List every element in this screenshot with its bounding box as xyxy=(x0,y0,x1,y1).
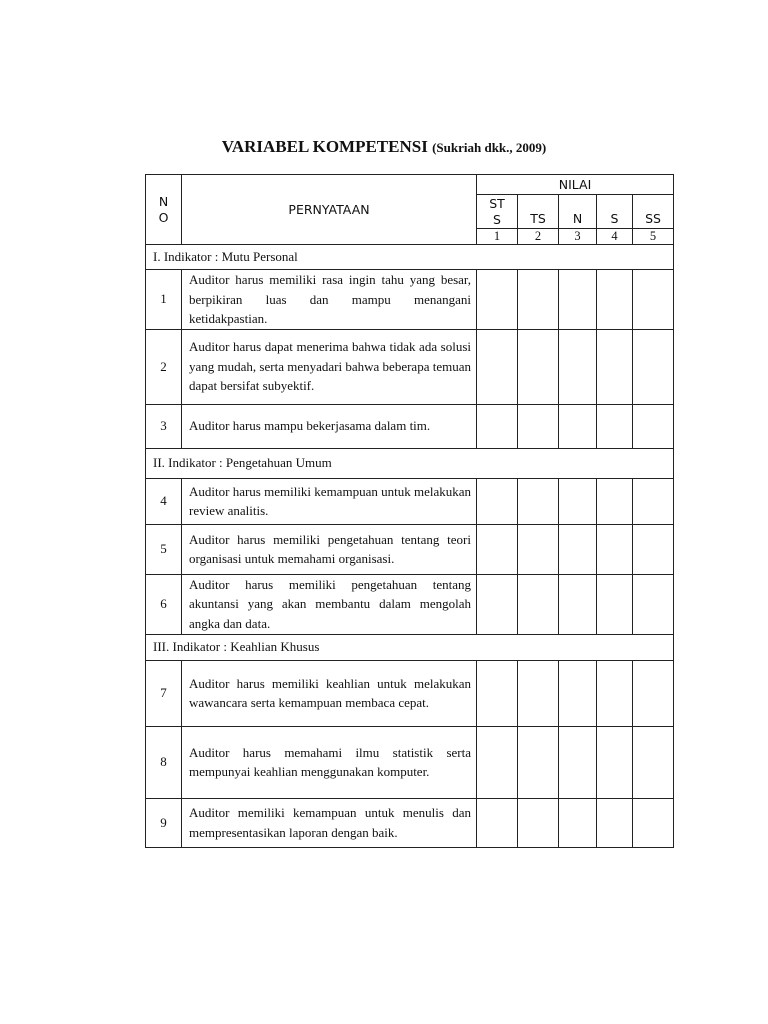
score-cell-4[interactable] xyxy=(597,478,633,524)
row-number: 2 xyxy=(146,329,182,404)
score-cell-5[interactable] xyxy=(633,329,674,404)
row-number: 1 xyxy=(146,270,182,330)
section-heading: I. Indikator : Mutu Personal xyxy=(146,245,674,270)
row-number: 4 xyxy=(146,478,182,524)
score-cell-4[interactable] xyxy=(597,726,633,798)
score-cell-3[interactable] xyxy=(559,798,597,847)
score-cell-1[interactable] xyxy=(477,574,518,634)
score-cell-3[interactable] xyxy=(559,270,597,330)
table-row xyxy=(146,726,674,798)
score-cell-2[interactable] xyxy=(518,270,559,330)
table-row xyxy=(146,574,674,634)
header-no-line1: N xyxy=(158,193,169,209)
header-scale-ts: TS xyxy=(518,195,559,229)
score-cell-3[interactable] xyxy=(559,660,597,726)
row-statement: Auditor harus dapat menerima bahwa tidak ada solusi yang mudah, serta menyadari bahwa beberapa temuan dapat bersifat subyektif. xyxy=(182,329,477,404)
table-row xyxy=(146,270,674,330)
score-cell-4[interactable] xyxy=(597,329,633,404)
row-statement: Auditor harus memiliki keahlian untuk melakukan wawancara serta kemampuan membaca cepat. xyxy=(182,660,477,726)
score-cell-5[interactable] xyxy=(633,404,674,448)
row-statement: Auditor memiliki kemampuan untuk menulis dan mempresentasikan laporan dengan baik. xyxy=(182,798,477,847)
row-statement: Auditor harus memiliki kemampuan untuk melakukan review analitis. xyxy=(182,478,477,524)
title-main: VARIABEL KOMPETENSI xyxy=(221,137,428,156)
section-row xyxy=(146,634,674,660)
score-cell-1[interactable] xyxy=(477,726,518,798)
score-cell-2[interactable] xyxy=(518,660,559,726)
score-cell-2[interactable] xyxy=(518,798,559,847)
row-statement: Auditor harus memiliki pengetahuan tentang akuntansi yang akan membantu dalam mengolah angka dan data. xyxy=(182,574,477,634)
section-row xyxy=(146,448,674,478)
score-cell-3[interactable] xyxy=(559,329,597,404)
row-number: 7 xyxy=(146,660,182,726)
score-cell-5[interactable] xyxy=(633,524,674,574)
score-cell-5[interactable] xyxy=(633,798,674,847)
header-value-2: 2 xyxy=(518,229,559,245)
score-cell-3[interactable] xyxy=(559,574,597,634)
header-value-3: 3 xyxy=(559,229,597,245)
score-cell-3[interactable] xyxy=(559,478,597,524)
row-number: 5 xyxy=(146,524,182,574)
score-cell-5[interactable] xyxy=(633,270,674,330)
score-cell-1[interactable] xyxy=(477,404,518,448)
table-row xyxy=(146,524,674,574)
score-cell-4[interactable] xyxy=(597,404,633,448)
header-statement: PERNYATAAN xyxy=(182,175,477,245)
score-cell-1[interactable] xyxy=(477,660,518,726)
row-number: 6 xyxy=(146,574,182,634)
row-statement: Auditor harus memiliki rasa ingin tahu yang besar, berpikiran luas dan mampu menangani ketidakpastian. xyxy=(182,270,477,330)
score-cell-4[interactable] xyxy=(597,270,633,330)
score-cell-5[interactable] xyxy=(633,574,674,634)
row-number: 3 xyxy=(146,404,182,448)
header-score: NILAI xyxy=(477,175,674,195)
section-row xyxy=(146,245,674,270)
table-row xyxy=(146,660,674,726)
score-cell-5[interactable] xyxy=(633,660,674,726)
section-heading: III. Indikator : Keahlian Khusus xyxy=(146,634,674,660)
score-cell-1[interactable] xyxy=(477,798,518,847)
row-number: 9 xyxy=(146,798,182,847)
row-statement: Auditor harus memiliki pengetahuan tentang teori organisasi untuk memahami organisasi. xyxy=(182,524,477,574)
title-citation: (Sukriah dkk., 2009) xyxy=(432,140,547,155)
row-statement: Auditor harus memahami ilmu statistik serta mempunyai keahlian menggunakan komputer. xyxy=(182,726,477,798)
score-cell-3[interactable] xyxy=(559,524,597,574)
header-scale-ss: SS xyxy=(633,195,674,229)
score-cell-4[interactable] xyxy=(597,660,633,726)
document-title xyxy=(0,137,768,157)
score-cell-2[interactable] xyxy=(518,524,559,574)
table-row xyxy=(146,404,674,448)
header-no xyxy=(146,175,182,245)
score-cell-5[interactable] xyxy=(633,726,674,798)
header-value-1: 1 xyxy=(477,229,518,245)
score-cell-1[interactable] xyxy=(477,329,518,404)
score-cell-2[interactable] xyxy=(518,329,559,404)
header-scale-s: S xyxy=(597,195,633,229)
section-heading: II. Indikator : Pengetahuan Umum xyxy=(146,448,674,478)
score-cell-4[interactable] xyxy=(597,574,633,634)
score-cell-3[interactable] xyxy=(559,404,597,448)
questionnaire-table xyxy=(145,174,674,848)
score-cell-2[interactable] xyxy=(518,478,559,524)
row-number: 8 xyxy=(146,726,182,798)
table-row xyxy=(146,478,674,524)
score-cell-1[interactable] xyxy=(477,270,518,330)
score-cell-4[interactable] xyxy=(597,524,633,574)
table-row xyxy=(146,798,674,847)
header-scale-sts: ST S xyxy=(477,195,518,229)
score-cell-5[interactable] xyxy=(633,478,674,524)
header-scale-n: N xyxy=(559,195,597,229)
header-value-4: 4 xyxy=(597,229,633,245)
row-statement: Auditor harus mampu bekerjasama dalam tim. xyxy=(182,404,477,448)
table-row xyxy=(146,329,674,404)
header-no-line2: O xyxy=(158,209,169,225)
score-cell-2[interactable] xyxy=(518,726,559,798)
score-cell-1[interactable] xyxy=(477,478,518,524)
score-cell-2[interactable] xyxy=(518,574,559,634)
score-cell-4[interactable] xyxy=(597,798,633,847)
header-value-5: 5 xyxy=(633,229,674,245)
score-cell-1[interactable] xyxy=(477,524,518,574)
score-cell-2[interactable] xyxy=(518,404,559,448)
score-cell-3[interactable] xyxy=(559,726,597,798)
